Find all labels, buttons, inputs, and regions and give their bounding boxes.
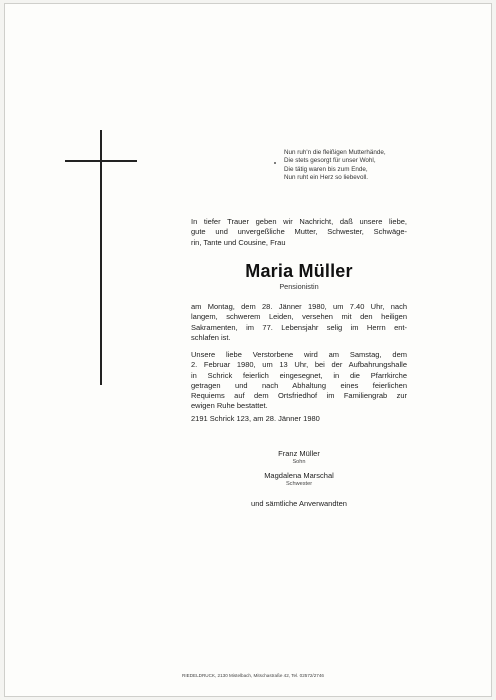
poem-line: Die stets gesorgt für unser Wohl,	[284, 157, 376, 165]
funeral-line: getragen und nach Abhaltung eines feierlichen	[191, 380, 407, 390]
poem-line: Nun ruht ein Herz so liebevoll.	[284, 174, 368, 182]
cross-horizontal-beam	[65, 160, 137, 162]
mourner-name: Franz Müller	[278, 449, 320, 458]
poem-line: Die tätig waren bis zum Ende,	[284, 165, 368, 173]
death-line: Sakramenten, im 77. Lebensjahr selig im Herrn ent-	[191, 322, 407, 332]
mourner-entry	[191, 449, 407, 465]
death-line: langem, schwerem Leiden, versehen mit den heiligen	[191, 312, 407, 322]
mourner-relation: Schwester	[285, 481, 313, 487]
closing-line: und sämtliche Anverwandten	[251, 499, 347, 508]
deceased-name: Maria Müller	[245, 261, 353, 281]
funeral-line: 2. Februar 1980, um 13 Uhr, bei der Aufbahrungshalle	[191, 360, 407, 370]
mourner-name: Magdalena Marschal	[264, 471, 334, 480]
printer-imprint: RIEDELDRUCK, 2130 Mistelbach, Mitschastraße 42, Tel. 02572/2746	[182, 673, 324, 678]
deceased-occupation: Pensionistin	[279, 282, 319, 291]
poem-line: Nun ruh'n die fleißigen Mutterhände,	[284, 149, 386, 156]
cross-vertical-beam	[100, 130, 102, 385]
mourner-entry	[191, 471, 407, 487]
funeral-line: ewigen Ruhe bestattet.	[191, 401, 268, 411]
death-line: am Montag, dem 28. Jänner 1980, um 7.40 Uhr, nach	[191, 302, 407, 311]
intro-line: gute und unvergeßliche Mutter, Schwester, Schwäge-	[191, 227, 407, 237]
place-date: 2191 Schrick 123, am 28. Jänner 1980	[191, 414, 320, 423]
death-paragraph	[191, 302, 407, 343]
death-line: schlafen ist.	[191, 332, 231, 342]
funeral-line: Requiems auf dem Ortsfriedhof im Familiengrab zur	[191, 391, 407, 401]
memorial-poem	[284, 149, 464, 183]
funeral-line: in Schrick feierlich eingesegnet, in die Pfarrkirche	[191, 370, 407, 380]
funeral-paragraph	[191, 350, 407, 412]
funeral-line: Unsere liebe Verstorbene wird am Samstag, dem	[191, 350, 407, 359]
obituary-sheet	[4, 3, 492, 697]
intro-line: rin, Tante und Cousine, Frau	[191, 237, 286, 247]
bullet-dot	[274, 162, 276, 164]
intro-paragraph	[191, 217, 407, 248]
mourner-relation: Sohn	[292, 459, 306, 465]
intro-line: In tiefer Trauer geben wir Nachricht, daß unsere liebe,	[191, 217, 407, 226]
